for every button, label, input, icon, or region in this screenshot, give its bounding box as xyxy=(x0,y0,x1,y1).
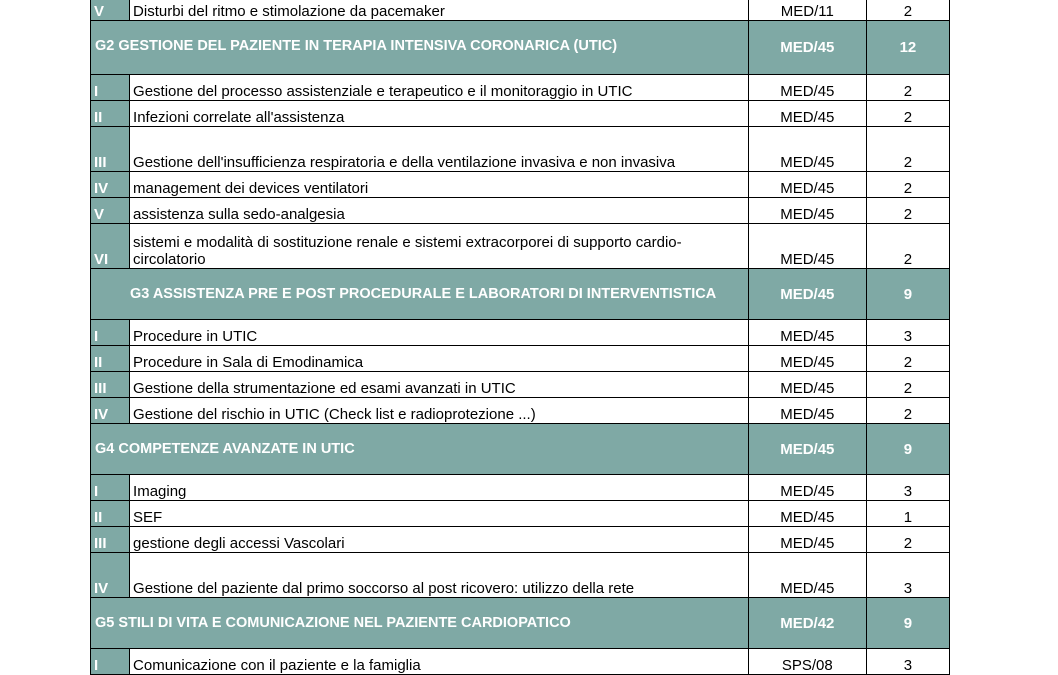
group-header-row xyxy=(91,598,950,649)
row-ssd: MED/45 xyxy=(748,398,866,424)
row-cfu: 3 xyxy=(866,320,949,346)
row-ssd: MED/45 xyxy=(748,101,866,127)
group-ssd: MED/42 xyxy=(748,598,866,649)
row-number: II xyxy=(91,501,130,527)
row-description: Gestione del rischio in UTIC (Check list e radioprotezione ...) xyxy=(130,398,749,424)
row-number: I xyxy=(91,320,130,346)
row-number: I xyxy=(91,75,130,101)
table-row xyxy=(91,501,950,527)
row-ssd: MED/11 xyxy=(748,0,866,21)
row-number: I xyxy=(91,475,130,501)
table-row xyxy=(91,0,950,21)
row-ssd: MED/45 xyxy=(748,127,866,172)
group-cfu: 9 xyxy=(866,598,949,649)
row-description: Procedure in Sala di Emodinamica xyxy=(130,346,749,372)
row-cfu: 2 xyxy=(866,101,949,127)
row-description: assistenza sulla sedo-analgesia xyxy=(130,198,749,224)
row-description: gestione degli accessi Vascolari xyxy=(130,527,749,553)
row-ssd: SPS/08 xyxy=(748,649,866,675)
row-cfu: 2 xyxy=(866,172,949,198)
row-number: I xyxy=(91,649,130,675)
row-ssd: MED/45 xyxy=(748,372,866,398)
row-description: Gestione dell'insufficienza respiratoria e della ventilazione invasiva e non invasiva xyxy=(130,127,749,172)
row-description: Infezioni correlate all'assistenza xyxy=(130,101,749,127)
table-row xyxy=(91,172,950,198)
row-description: Comunicazione con il paziente e la famiglia xyxy=(130,649,749,675)
table-row xyxy=(91,649,950,675)
table-row xyxy=(91,75,950,101)
row-number: IV xyxy=(91,398,130,424)
row-description: Gestione del paziente dal primo soccorso al post ricovero: utilizzo della rete xyxy=(130,553,749,598)
row-cfu: 1 xyxy=(866,501,949,527)
row-description: Imaging xyxy=(130,475,749,501)
group-header-row xyxy=(91,269,950,320)
row-cfu: 2 xyxy=(866,127,949,172)
row-description: Gestione della strumentazione ed esami avanzati in UTIC xyxy=(130,372,749,398)
group-header-row xyxy=(91,21,950,75)
row-ssd: MED/45 xyxy=(748,553,866,598)
table-row xyxy=(91,372,950,398)
group-title: G2 GESTIONE DEL PAZIENTE IN TERAPIA INTENSIVA CORONARICA (UTIC) xyxy=(91,21,749,75)
group-ssd: MED/45 xyxy=(748,269,866,320)
table-row xyxy=(91,527,950,553)
table-row xyxy=(91,224,950,269)
group-cfu: 9 xyxy=(866,424,949,475)
group-title: G5 STILI DI VITA E COMUNICAZIONE NEL PAZIENTE CARDIOPATICO xyxy=(91,598,749,649)
row-description: Procedure in UTIC xyxy=(130,320,749,346)
curriculum-table xyxy=(90,0,950,675)
row-description: Disturbi del ritmo e stimolazione da pacemaker xyxy=(130,0,749,21)
row-cfu: 2 xyxy=(866,0,949,21)
row-number: III xyxy=(91,527,130,553)
row-cfu: 3 xyxy=(866,475,949,501)
group-title: G4 COMPETENZE AVANZATE IN UTIC xyxy=(91,424,749,475)
row-number: III xyxy=(91,372,130,398)
row-cfu: 2 xyxy=(866,198,949,224)
group-title: G3 ASSISTENZA PRE E POST PROCEDURALE E LABORATORI DI INTERVENTISTICA xyxy=(91,269,749,320)
row-ssd: MED/45 xyxy=(748,198,866,224)
table-row xyxy=(91,198,950,224)
row-ssd: MED/45 xyxy=(748,501,866,527)
table-row xyxy=(91,553,950,598)
row-ssd: MED/45 xyxy=(748,75,866,101)
table-row xyxy=(91,127,950,172)
row-number: III xyxy=(91,127,130,172)
row-description: SEF xyxy=(130,501,749,527)
group-ssd: MED/45 xyxy=(748,424,866,475)
group-cfu: 9 xyxy=(866,269,949,320)
row-cfu: 2 xyxy=(866,75,949,101)
row-cfu: 2 xyxy=(866,346,949,372)
row-ssd: MED/45 xyxy=(748,527,866,553)
table-row xyxy=(91,320,950,346)
row-cfu: 3 xyxy=(866,649,949,675)
table-row xyxy=(91,398,950,424)
row-number: VI xyxy=(91,224,130,269)
row-number: V xyxy=(91,198,130,224)
row-number: IV xyxy=(91,172,130,198)
row-number: II xyxy=(91,346,130,372)
table-row xyxy=(91,475,950,501)
row-description: sistemi e modalità di sostituzione renale e sistemi extracorporei di supporto cardio-circolatorio xyxy=(130,224,749,269)
row-number: V xyxy=(91,0,130,21)
table-row xyxy=(91,346,950,372)
table-row xyxy=(91,101,950,127)
row-number: II xyxy=(91,101,130,127)
row-ssd: MED/45 xyxy=(748,224,866,269)
group-ssd: MED/45 xyxy=(748,21,866,75)
group-header-row xyxy=(91,424,950,475)
row-cfu: 2 xyxy=(866,372,949,398)
curriculum-table-body xyxy=(91,0,950,675)
row-cfu: 2 xyxy=(866,398,949,424)
row-ssd: MED/45 xyxy=(748,320,866,346)
row-cfu: 2 xyxy=(866,527,949,553)
row-number: IV xyxy=(91,553,130,598)
row-cfu: 3 xyxy=(866,553,949,598)
row-ssd: MED/45 xyxy=(748,346,866,372)
row-description: Gestione del processo assistenziale e terapeutico e il monitoraggio in UTIC xyxy=(130,75,749,101)
row-ssd: MED/45 xyxy=(748,172,866,198)
group-cfu: 12 xyxy=(866,21,949,75)
row-ssd: MED/45 xyxy=(748,475,866,501)
row-description: management dei devices ventilatori xyxy=(130,172,749,198)
row-cfu: 2 xyxy=(866,224,949,269)
